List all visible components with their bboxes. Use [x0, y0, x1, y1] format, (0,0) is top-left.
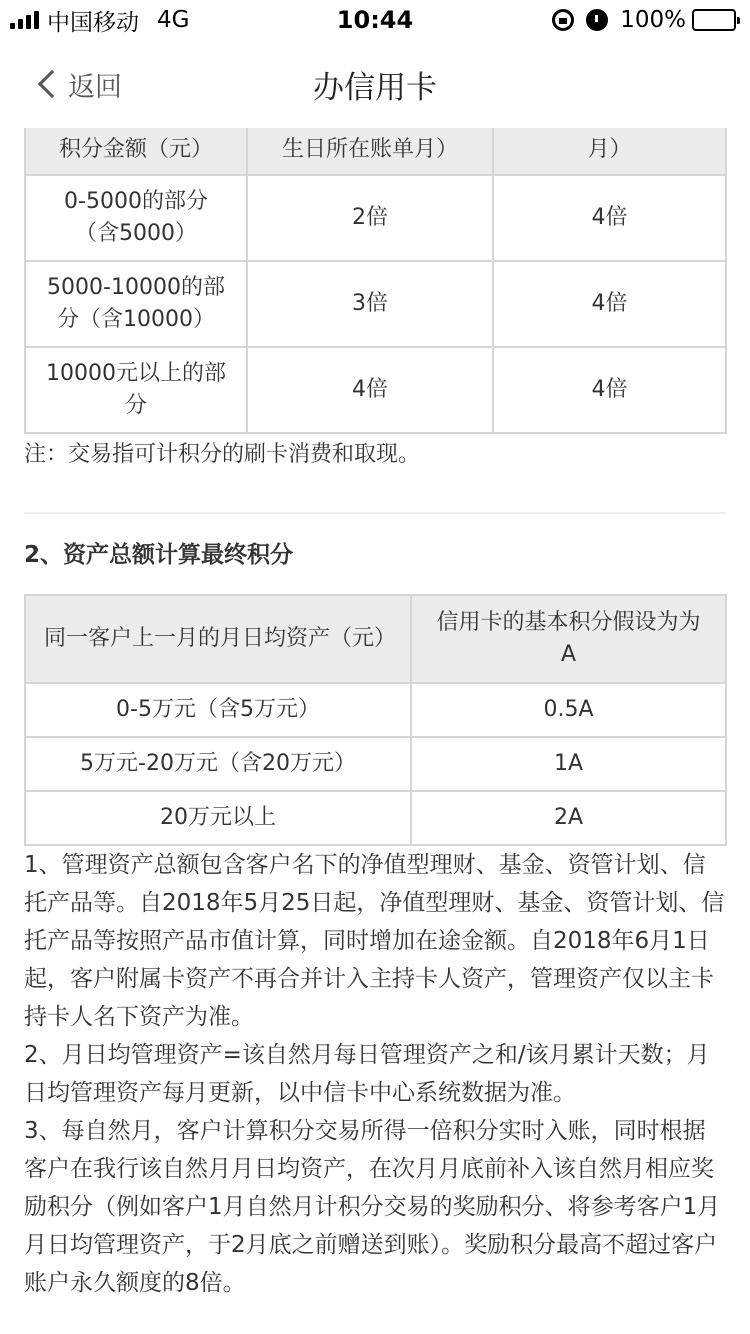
table-row: [25, 683, 726, 737]
table-row: [25, 737, 726, 791]
table-row: [25, 261, 726, 347]
rule-paragraph: 2、月日均管理资产=该自然月每日管理资产之和/该月累计天数；月日均管理资产每月更新，以中信卡中心系统数据为准。: [24, 1042, 710, 1106]
table-cell: 4倍: [247, 347, 493, 433]
network-type: 4G: [157, 7, 190, 33]
table-row: [25, 347, 726, 433]
table-cell: 4倍: [493, 175, 726, 261]
battery-icon: [692, 9, 736, 31]
carrier-name: 中国移动: [47, 9, 139, 36]
table-header-cell: 生日所在账单月）: [247, 128, 493, 175]
table-note: 注：交易指可计积分的刷卡消费和取现。: [24, 442, 421, 467]
asset-points-table: [24, 594, 727, 846]
rule-paragraph: 3、每自然月，客户计算积分交易所得一倍积分实时入账，同时根据客户在我行该自然月月日均资产，在次月月底前补入该自然月相应奖励积分（例如客户1月自然月计积分交易的奖励积分、将参考客户1月月日均管理资产，于2月底之前赠送到账）。奖励积分最高不超过客户账户永久额度的8倍。: [24, 1118, 721, 1296]
section-title: 2、资产总额计算最终积分: [24, 542, 294, 568]
table-row: [25, 175, 726, 261]
table-cell: 5万元-20万元（含20万元）: [25, 737, 411, 791]
table-cell: 2倍: [247, 175, 493, 261]
back-label: 返回: [68, 71, 122, 103]
alarm-icon: [586, 9, 608, 31]
table-row: [25, 791, 726, 845]
table-header-row: [25, 128, 726, 175]
table-header-cell: 积分金额（元）: [25, 128, 247, 175]
table-header-cell: 月）: [493, 128, 726, 175]
table-cell: 5000-10000的部分（含10000）: [25, 261, 247, 347]
table-header-row: [25, 595, 726, 683]
table-header-cell: 信用卡的基本积分假设为为A: [411, 595, 726, 683]
table-cell: 3倍: [247, 261, 493, 347]
table-cell: 4倍: [493, 347, 726, 433]
table-header-cell: 同一客户上一月的月日均资产（元）: [25, 595, 411, 683]
points-multiplier-table: [24, 128, 727, 434]
rules-notes: [24, 846, 728, 1302]
rule-paragraph: 1、管理资产总额包含客户名下的净值型理财、基金、资管计划、信托产品等。自2018年5月25日起，净值型理财、基金、资管计划、信托产品等按照产品市值计算，同时增加在途金额。自2018年6月1日起，客户附属卡资产不再合并计入主持卡人资产，管理资产仅以主卡持卡人名下资产为准。: [24, 852, 725, 1030]
page-title: 办信用卡: [313, 70, 437, 106]
table-cell: 0-5万元（含5万元）: [25, 683, 411, 737]
status-right: [552, 6, 736, 34]
table-cell: 4倍: [493, 261, 726, 347]
table-cell: 0-5000的部分（含5000）: [25, 175, 247, 261]
section-divider: [24, 512, 725, 514]
table-cell: 0.5A: [411, 683, 726, 737]
content-scroll[interactable]: [0, 128, 750, 1334]
status-bar: [0, 0, 750, 40]
rotation-lock-icon: [552, 9, 574, 31]
status-time: 10:44: [336, 6, 414, 34]
table-cell: 10000元以上的部分: [25, 347, 247, 433]
table-cell: 2A: [411, 791, 726, 845]
battery-percent: 100%: [620, 7, 686, 33]
table-cell: 20万元以上: [25, 791, 411, 845]
table-cell: 1A: [411, 737, 726, 791]
nav-bar: [0, 40, 750, 128]
